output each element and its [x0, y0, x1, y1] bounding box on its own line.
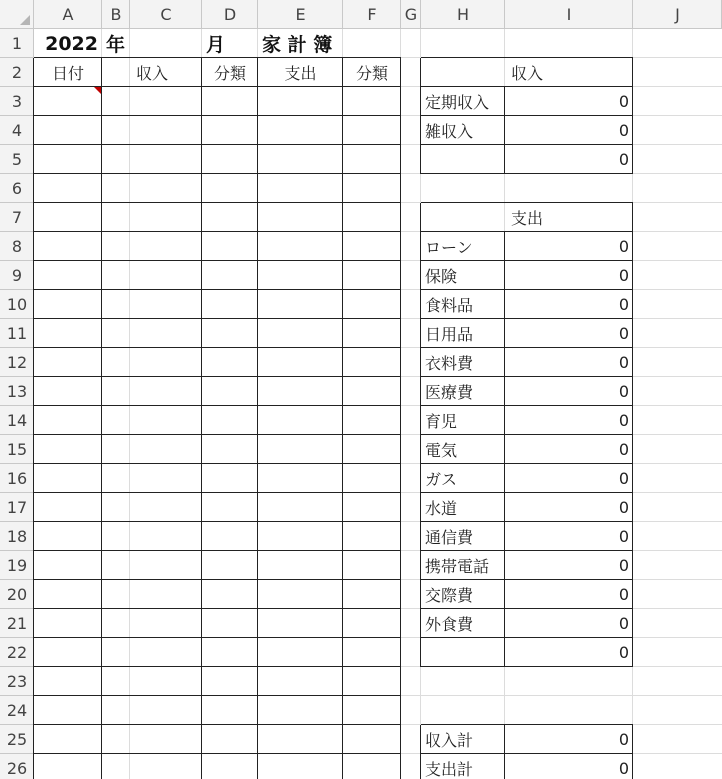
total-label[interactable]: 収入計 [425, 731, 474, 750]
expense-item-value[interactable]: 0 [618, 237, 629, 256]
expense-item-label[interactable]: ローン [425, 238, 473, 257]
header-expense-category[interactable]: 分類 [355, 64, 388, 83]
expense-item-value[interactable]: 0 [618, 266, 629, 285]
row-header-12[interactable]: 12 [6, 353, 28, 372]
expense-item-label[interactable]: 携帯電話 [425, 557, 490, 576]
expense-item-value[interactable]: 0 [618, 585, 629, 604]
row-header-26[interactable]: 26 [6, 759, 28, 778]
expense-item-label[interactable]: 外食費 [425, 615, 474, 634]
expense-item-value[interactable]: 0 [618, 614, 629, 633]
row-header-20[interactable]: 20 [6, 585, 28, 604]
expense-item-label[interactable]: 育児 [425, 412, 458, 431]
header-income-category[interactable]: 分類 [213, 64, 246, 83]
column-header-b[interactable]: B [110, 5, 122, 24]
income-item-value[interactable]: 0 [618, 92, 629, 111]
row-header-8[interactable]: 8 [11, 237, 23, 256]
row-header-4[interactable]: 4 [11, 121, 23, 140]
row-header-2[interactable]: 2 [11, 63, 23, 82]
column-header-f[interactable]: F [367, 5, 377, 24]
column-header-d[interactable]: D [223, 5, 237, 24]
expense-item-label[interactable]: 医療費 [425, 383, 474, 402]
column-header-e[interactable]: E [295, 5, 306, 24]
row-header-21[interactable]: 21 [6, 614, 28, 633]
row-header-23[interactable]: 23 [6, 672, 28, 691]
total-value[interactable]: 0 [618, 759, 629, 778]
column-header-a[interactable]: A [62, 5, 74, 24]
row-header-10[interactable]: 10 [6, 295, 28, 314]
column-header-i[interactable]: I [566, 5, 572, 24]
row-header-24[interactable]: 24 [6, 701, 28, 720]
row-header-19[interactable]: 19 [6, 556, 28, 575]
expense-item-value[interactable]: 0 [618, 411, 629, 430]
expense-item-label[interactable]: ガス [425, 470, 458, 489]
total-label[interactable]: 支出計 [425, 760, 474, 779]
header-income[interactable]: 収入 [135, 64, 168, 83]
row-header-11[interactable]: 11 [6, 324, 28, 343]
expense-item-value[interactable]: 0 [618, 527, 629, 546]
row-header-1[interactable]: 1 [11, 34, 23, 53]
expense-item-value[interactable]: 0 [618, 324, 629, 343]
title-year: 2022 [45, 32, 98, 55]
expense-item-label[interactable]: 水道 [425, 499, 458, 518]
expense-item-value[interactable]: 0 [618, 382, 629, 401]
expense-item-value[interactable]: 0 [618, 498, 629, 517]
row-header-18[interactable]: 18 [6, 527, 28, 546]
income-summary-title[interactable]: 収入 [510, 64, 543, 83]
select-all-corner[interactable] [20, 15, 30, 25]
expense-item-value[interactable]: 0 [618, 295, 629, 314]
income-summary-total[interactable]: 0 [618, 150, 629, 169]
row-header-16[interactable]: 16 [6, 469, 28, 488]
title-month-label: 月 [206, 34, 226, 56]
row-header-14[interactable]: 14 [6, 411, 28, 430]
expense-item-label[interactable]: 衣料費 [425, 354, 474, 373]
row-header-5[interactable]: 5 [11, 150, 23, 169]
income-item-label[interactable]: 定期収入 [425, 93, 490, 112]
expense-item-label[interactable]: 日用品 [425, 325, 474, 344]
total-value[interactable]: 0 [618, 730, 629, 749]
comment-indicator-icon[interactable] [94, 87, 101, 94]
expense-item-value[interactable]: 0 [618, 556, 629, 575]
expense-item-value[interactable]: 0 [618, 469, 629, 488]
row-header-17[interactable]: 17 [6, 498, 28, 517]
expense-item-label[interactable]: 交際費 [425, 586, 474, 605]
header-expense[interactable]: 支出 [284, 64, 317, 83]
row-header-22[interactable]: 22 [6, 643, 28, 662]
column-header-h[interactable]: H [456, 5, 470, 24]
expense-item-value[interactable]: 0 [618, 353, 629, 372]
row-header-13[interactable]: 13 [6, 382, 28, 401]
income-item-value[interactable]: 0 [618, 121, 629, 140]
expense-item-value[interactable]: 0 [618, 440, 629, 459]
expense-summary-total[interactable]: 0 [618, 643, 629, 662]
expense-summary-title[interactable]: 支出 [510, 209, 543, 228]
column-header-c[interactable]: C [160, 5, 172, 24]
header-date[interactable]: 日付 [51, 64, 84, 83]
row-header-9[interactable]: 9 [11, 266, 23, 285]
expense-item-label[interactable]: 保険 [425, 267, 458, 286]
column-header-g[interactable]: G [404, 5, 418, 24]
title-book: 家 計 簿 [262, 34, 333, 56]
row-header-25[interactable]: 25 [6, 730, 28, 749]
row-header-7[interactable]: 7 [11, 208, 23, 227]
expense-item-label[interactable]: 食料品 [425, 296, 474, 315]
title-year-label: 年 [106, 34, 126, 56]
expense-item-label[interactable]: 電気 [425, 441, 458, 460]
expense-item-label[interactable]: 通信費 [425, 528, 474, 547]
row-header-15[interactable]: 15 [6, 440, 28, 459]
income-item-label[interactable]: 雑収入 [425, 122, 474, 141]
column-header-j[interactable]: J [675, 5, 680, 24]
row-header-3[interactable]: 3 [11, 92, 23, 111]
row-header-6[interactable]: 6 [11, 179, 23, 198]
